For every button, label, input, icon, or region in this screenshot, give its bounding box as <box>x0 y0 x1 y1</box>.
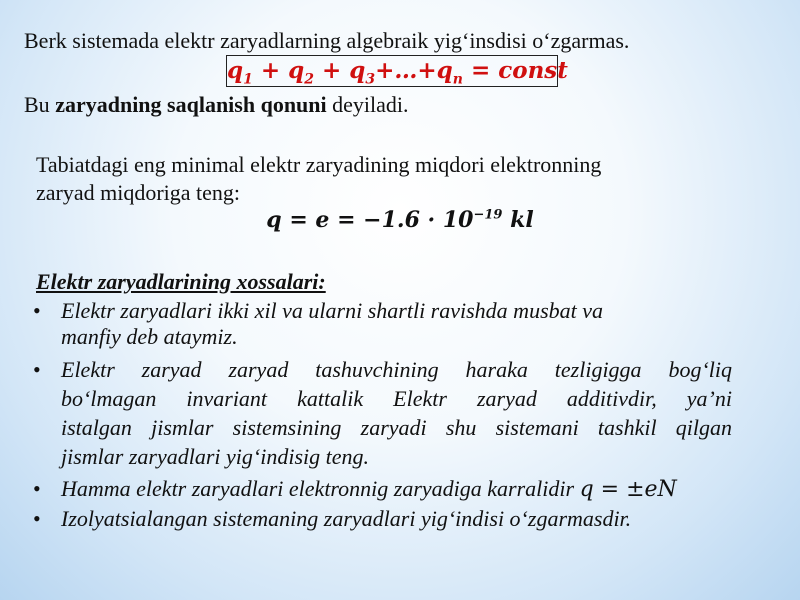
elementary-charge-formula: $q = e = -1.6 \cdot 10^{-19}$ kl <box>266 207 534 233</box>
bullet-4: • <box>33 506 41 531</box>
property-3: Hamma elektr zaryadlari elektronnig zaryadiga karralidir q = ±eN <box>61 476 677 502</box>
law-name-line: Bu zaryadning saqlanish qonuni deyiladi. <box>24 92 409 117</box>
minimal-charge-line2: zaryad miqdoriga teng: <box>36 180 241 205</box>
property-2-line1: Elektr zaryad zaryad tashuvchining haraka tezligigga bog‘liq <box>61 357 732 382</box>
properties-heading: Elektr zaryadlarining xossalari: <box>36 269 326 294</box>
bullet-3: • <box>33 476 41 501</box>
property-1-line2: manfiy deb ataymiz. <box>61 324 238 349</box>
conservation-formula: $q_1 + q_2$ + $q_3+\dots+q_n$ = const <box>227 57 568 88</box>
quantization-formula: q = ±eN <box>579 477 677 502</box>
law-name: zaryadning saqlanish qonuni <box>55 92 327 117</box>
minimal-charge-line1: Tabiatdagi eng minimal elektr zaryadining miqdori elektronning <box>36 152 602 177</box>
conservation-statement: Berk sistemada elektr zaryadlarning algebraik yig‘insdisi o‘zgarmas. <box>24 28 630 53</box>
property-1-line1: Elektr zaryadlari ikki xil va ularni shartli ravishda musbat va <box>61 298 604 323</box>
property-2-line2: bo‘lmagan invariant kattalik Elektr zaryad additivdir, ya’ni <box>61 386 732 411</box>
property-2-line4: jismlar zaryadlari yig‘indisig teng. <box>61 444 369 469</box>
bullet-1: • <box>33 298 41 323</box>
property-4: Izolyatsialangan sistemaning zaryadlari yig‘indisi o‘zgarmasdir. <box>61 506 632 531</box>
bullet-2: • <box>33 357 41 382</box>
property-2-line3: istalgan jismlar sistemsining zaryadi shu sistemani tashkil qilgan <box>61 415 732 440</box>
